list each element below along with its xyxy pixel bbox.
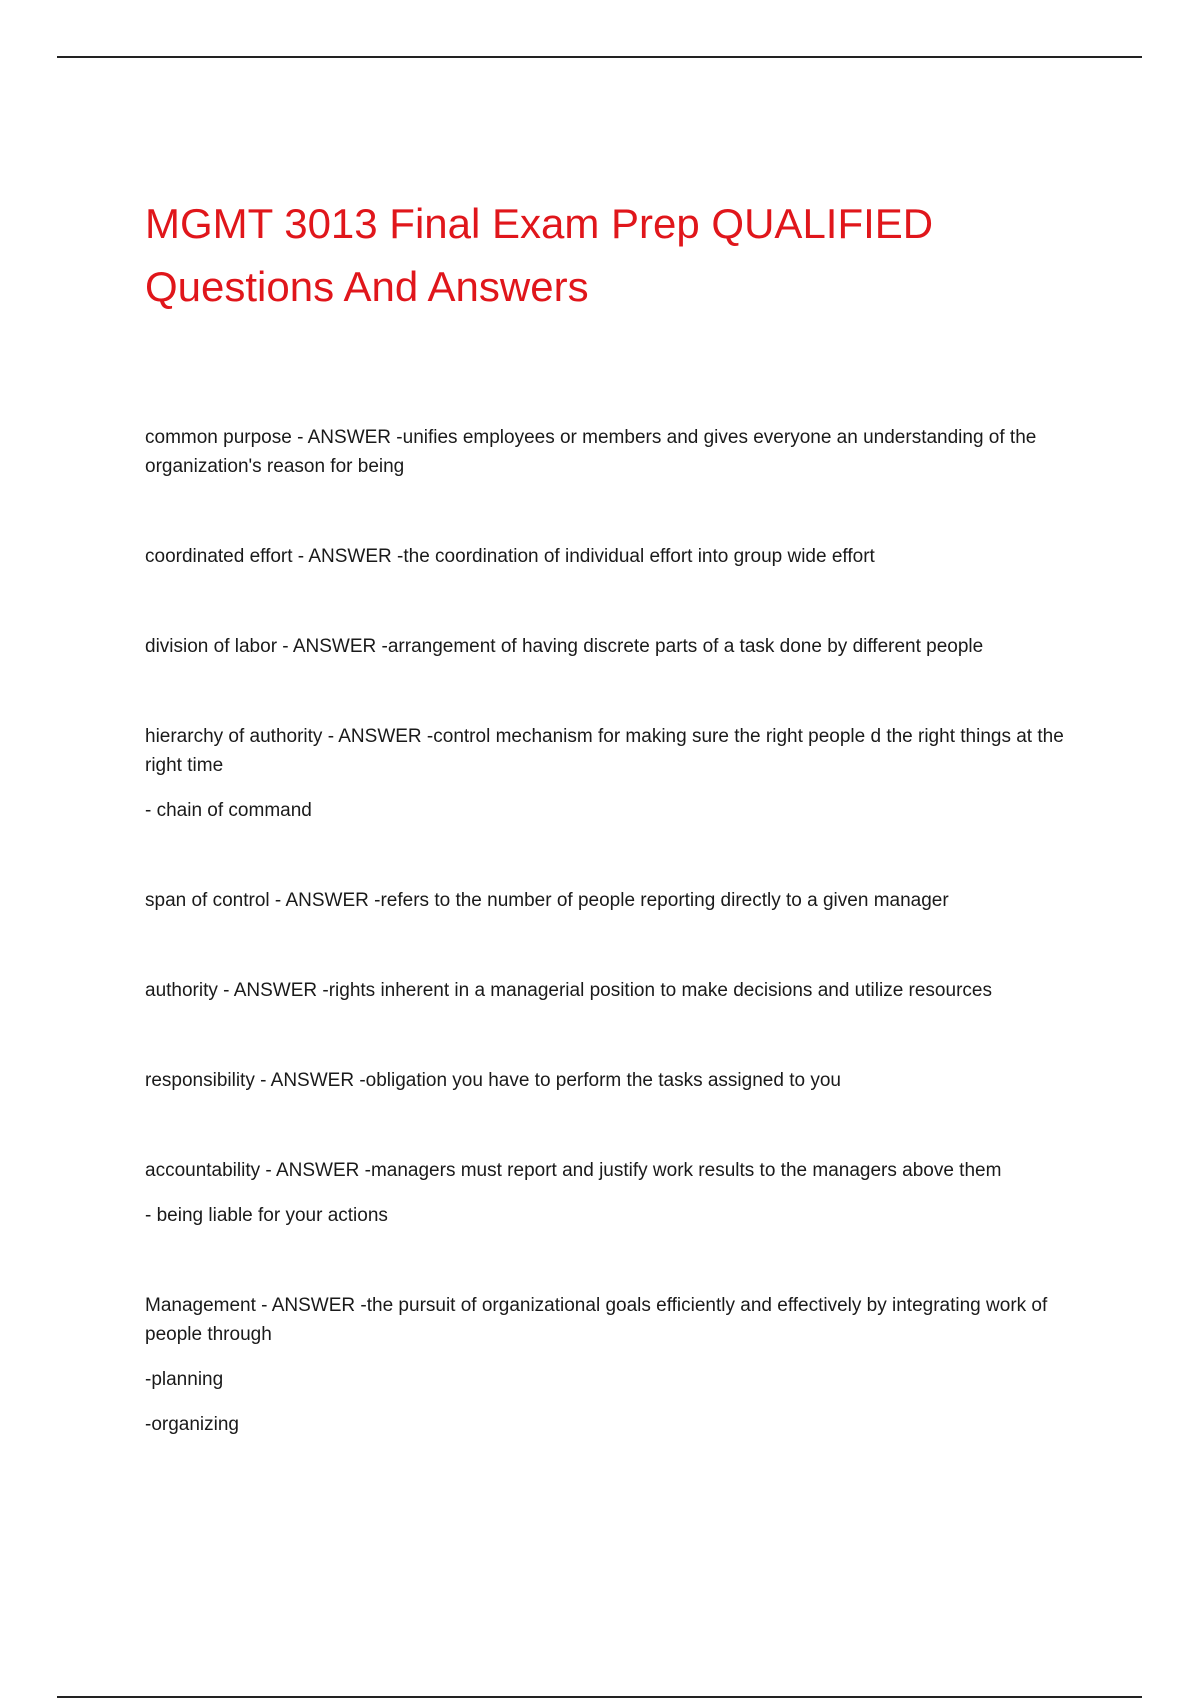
qa-entry [145,722,1105,825]
qa-subpoint: -organizing [145,1414,239,1435]
qa-entry [145,976,1105,1005]
qa-entry [145,1291,1105,1439]
qa-subpoint: - chain of command [145,800,312,821]
qa-entry [145,886,1105,915]
qa-text: coordinated effort - ANSWER -the coordination of individual effort into group wide effort [145,546,875,567]
qa-entry [145,632,1105,661]
qa-entry [145,1156,1105,1230]
footer-rule [57,1696,1142,1698]
qa-entry [145,1066,1105,1095]
qa-list [145,423,1105,1439]
qa-text: authority - ANSWER -rights inherent in a managerial position to make decisions and utilize resources [145,980,992,1001]
qa-entry [145,423,1105,481]
qa-subpoint: -planning [145,1369,224,1390]
qa-text: accountability - ANSWER -managers must report and justify work results to the managers above them [145,1160,1002,1181]
qa-subpoint: - being liable for your actions [145,1205,388,1226]
qa-text: Management - ANSWER -the pursuit of organizational goals efficiently and effectively by integrating work of people through [145,1295,1048,1345]
header-rule [57,56,1142,58]
qa-text: responsibility - ANSWER -obligation you have to perform the tasks assigned to you [145,1070,841,1091]
document-title: MGMT 3013 Final Exam Prep QUALIFIED Questions And Answers [145,200,934,310]
qa-text: hierarchy of authority - ANSWER -control mechanism for making sure the right people d the right things at the right time [145,726,1064,776]
qa-text: division of labor - ANSWER -arrangement of having discrete parts of a task done by different people [145,636,984,657]
qa-text: common purpose - ANSWER -unifies employees or members and gives everyone an understanding of the organization's reason for being [145,427,1037,477]
qa-entry [145,542,1105,571]
qa-text: span of control - ANSWER -refers to the number of people reporting directly to a given manager [145,890,949,911]
